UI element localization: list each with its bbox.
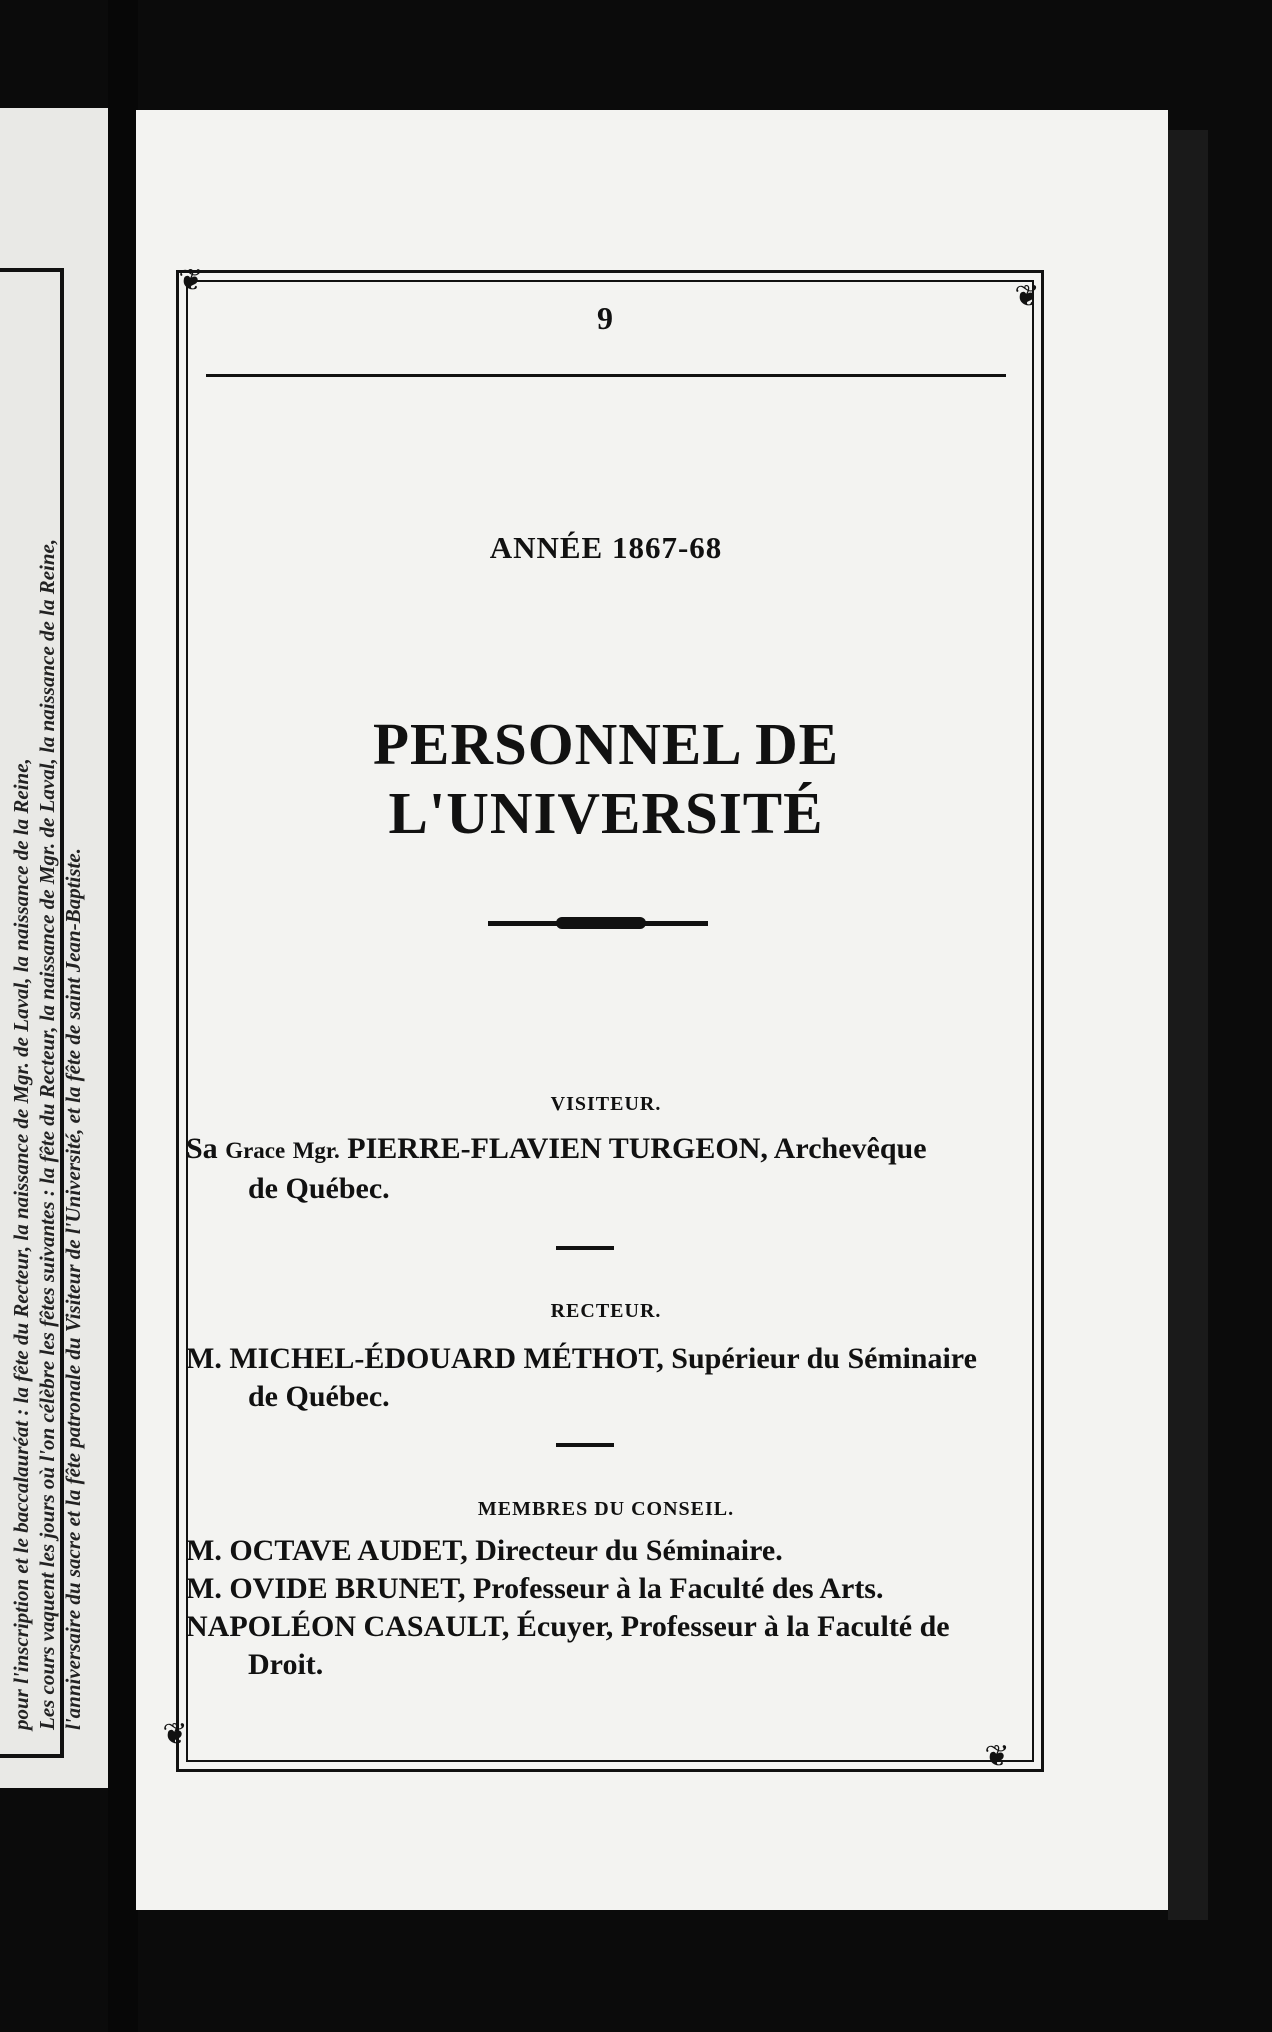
page-title: PERSONNEL DE L'UNIVERSITÉ: [372, 711, 840, 846]
corner-ornament-icon: ❦: [162, 1718, 188, 1751]
list-item: M. OVIDE BRUNET, Professeur à la Faculté des Arts.: [186, 1572, 884, 1605]
rotated-line-1: pour l'inscription et le baccalauréat : la fête du Recteur, la naissance de Mgr. de Laval, la naissance de la Reine,: [9, 758, 33, 1730]
header-rule: [206, 374, 1006, 377]
section-rule: [556, 1443, 614, 1447]
honorific: Sa Grace Mgr.: [186, 1132, 340, 1165]
list-item: [186, 1608, 1006, 1646]
section-heading-recteur: RECTEUR.: [550, 1300, 662, 1322]
page-edge-right: [1168, 130, 1208, 1920]
person-title: Directeur du Séminaire.: [475, 1534, 783, 1567]
person-title: Archevêque: [773, 1132, 927, 1165]
list-item: M. OCTAVE AUDET, Directeur du Séminaire.: [186, 1534, 783, 1567]
council-members-list: [186, 1532, 1006, 1684]
person-name: OVIDE BRUNET,: [229, 1572, 466, 1605]
person-title-continued: de Québec.: [248, 1380, 390, 1413]
adjacent-page-rotated-text: [8, 310, 86, 1730]
rotated-line-2: Les cours vaquent les jours où l'on célèbre les fêtes suivantes : la fête du Recteur, la naissance de Mgr. de Laval, la naissance de la Reine,: [35, 538, 59, 1730]
person-title-continued: Droit.: [248, 1648, 324, 1681]
person-name: NAPOLÉON CASAULT,: [186, 1610, 510, 1643]
book-gutter: [108, 0, 138, 2032]
corner-ornament-icon: ❦: [1014, 280, 1040, 313]
corner-ornament-icon: ❦: [178, 264, 204, 297]
person-name: PIERRE-FLAVIEN TURGEON,: [347, 1132, 768, 1165]
person-title: Écuyer, Professeur à la Faculté de: [516, 1610, 950, 1643]
ornamental-divider-center: [556, 917, 646, 929]
section-heading-conseil: MEMBRES DU CONSEIL.: [477, 1498, 735, 1520]
person-title: Professeur à la Faculté des Arts.: [472, 1572, 884, 1605]
person-name: MICHEL-ÉDOUARD MÉTHOT,: [229, 1342, 664, 1375]
person-title: Supérieur du Séminaire: [671, 1342, 977, 1375]
rotated-line-3: l'anniversaire du sacre et la fête patronale du Visiteur de l'Université, et la fête de saint Jean-Baptiste.: [61, 848, 85, 1730]
year-heading: ANNÉE 1867-68: [489, 530, 723, 565]
corner-ornament-icon: ❦: [984, 1740, 1010, 1773]
prefix: M.: [186, 1342, 222, 1375]
person-name: OCTAVE AUDET,: [229, 1534, 468, 1567]
recteur-entry: [186, 1340, 1006, 1416]
person-title-continued: de Québec.: [248, 1172, 390, 1205]
section-rule: [556, 1246, 614, 1250]
section-heading-visiteur: VISITEUR.: [550, 1093, 662, 1115]
page-number: 9: [597, 300, 613, 336]
visiteur-entry: [186, 1130, 1006, 1208]
